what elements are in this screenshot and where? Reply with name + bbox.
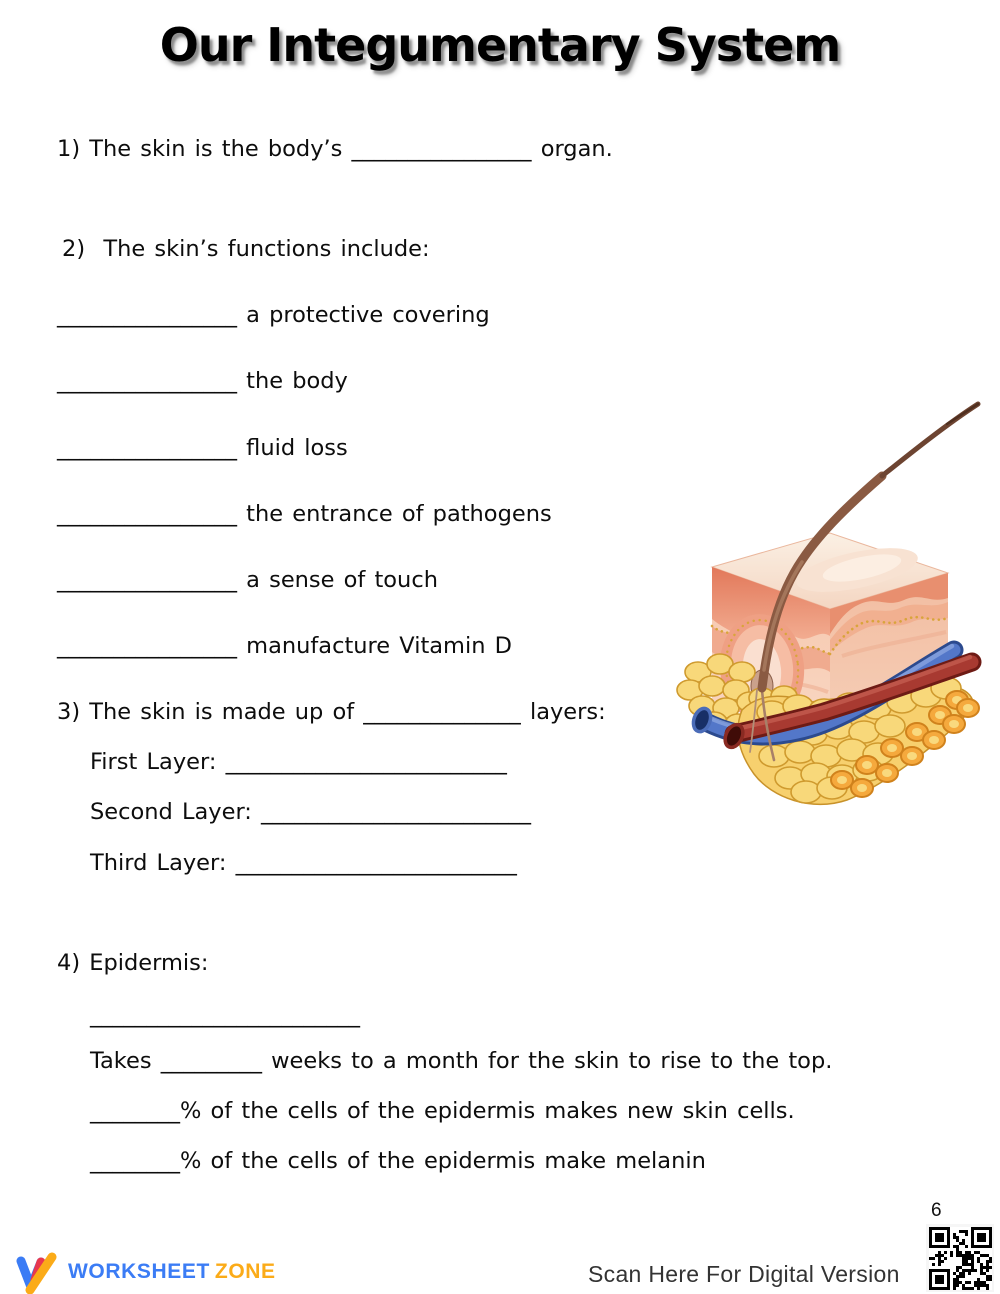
- logo-text-worksheet: WORKSHEET: [68, 1260, 210, 1283]
- worksheetzone-wordmark: [68, 1260, 276, 1284]
- question-3-label: 3) The skin is made up of ______________ layers:: [57, 699, 606, 725]
- worksheetzone-logo: [14, 1250, 276, 1294]
- question-4-blank: ________________________: [90, 1002, 360, 1028]
- question-2-label: 2) The skin’s functions include:: [62, 236, 430, 262]
- question-2-item-2: ________________ the body: [57, 368, 348, 394]
- question-3-first-layer: First Layer: _________________________: [90, 749, 507, 775]
- question-3-third-layer: Third Layer: _________________________: [90, 850, 517, 876]
- page-title: Our Integumentary System: [159, 18, 841, 72]
- question-2-item-5: ________________ a sense of touch: [57, 567, 438, 593]
- qr-code-image: [929, 1227, 992, 1290]
- question-3-second-layer: Second Layer: ________________________: [90, 799, 532, 825]
- question-2-item-4: ________________ the entrance of pathogens: [57, 501, 552, 527]
- scan-here-label: Scan Here For Digital Version: [588, 1261, 900, 1287]
- question-1: 1) The skin is the body’s ________________ organ.: [57, 136, 613, 162]
- question-2-item-3: ________________ fluid loss: [57, 435, 348, 461]
- question-4-weeks-line: Takes _________ weeks to a month for the skin to rise to the top.: [90, 1048, 833, 1074]
- question-4-label: 4) Epidermis:: [57, 950, 209, 976]
- page-number: 6: [931, 1200, 942, 1221]
- question-4-melanin-line: ________% of the cells of the epidermis make melanin: [90, 1148, 706, 1174]
- worksheetzone-logo-icon: [14, 1250, 60, 1294]
- question-4-newcells-line: ________% of the cells of the epidermis makes new skin cells.: [90, 1098, 795, 1124]
- question-2-item-6: ________________ manufacture Vitamin D: [57, 633, 512, 659]
- logo-text-zone: ZONE: [214, 1260, 276, 1283]
- qr-code: [926, 1224, 994, 1292]
- question-2-item-1: ________________ a protective covering: [57, 302, 490, 328]
- skin-cross-section-illustration: [662, 390, 992, 810]
